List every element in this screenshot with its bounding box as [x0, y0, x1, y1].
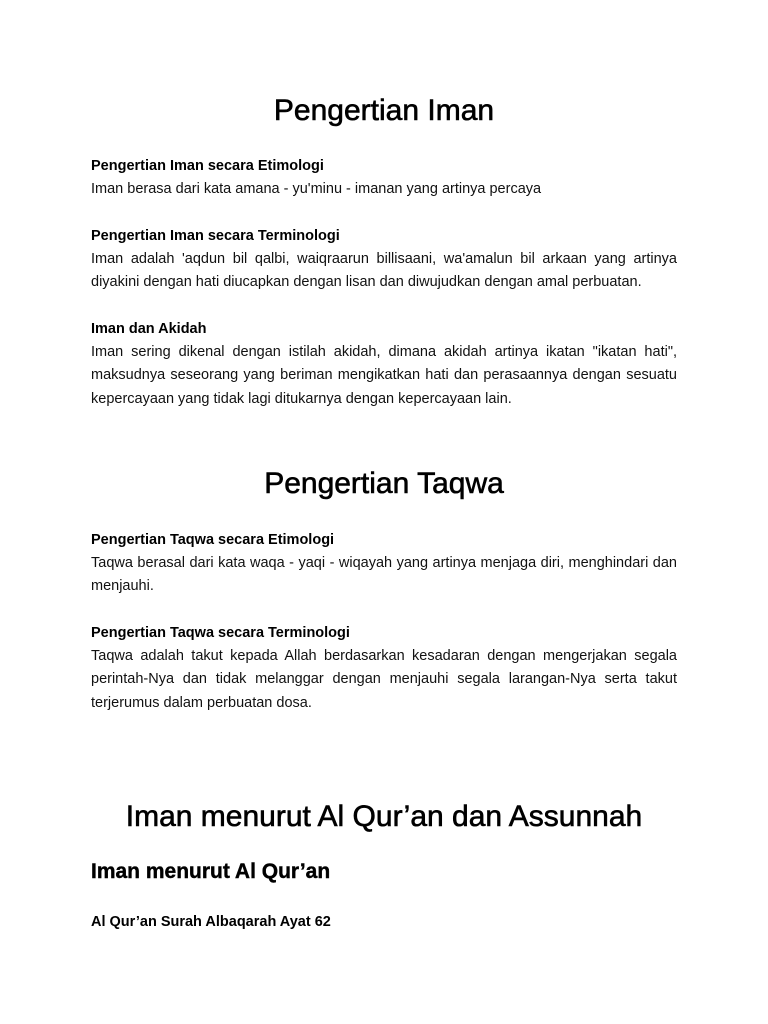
paragraph-taqwa-terminologi: Taqwa adalah takut kepada Allah berdasarkan kesadaran dengan mengerjakan segala perintah-Nya dan tidak melanggar dengan menjauhi segala larangan-Nya serta takut terjerumus dalam perbuatan dosa.	[91, 648, 677, 711]
subtitle-iman-quran: Iman menurut Al Qur’an	[91, 860, 331, 883]
heading-iman-terminologi: Pengertian Iman secara Terminologi	[91, 228, 340, 244]
title-pengertian-iman: Pengertian Iman	[273, 94, 495, 127]
heading-ayat-albaqarah: Al Qur’an Surah Albaqarah Ayat 62	[91, 914, 331, 930]
heading-taqwa-etimologi: Pengertian Taqwa secara Etimologi	[91, 532, 335, 548]
paragraph-iman-akidah: Iman sering dikenal dengan istilah akidah, dimana akidah artinya ikatan "ikatan hati", maksudnya seseorang yang beriman mengikatkan hati dan perasaannya dengan sesuatu kepercayaan yang tidak lagi ditukarnya dengan kepercayaan lain.	[91, 344, 677, 407]
title-iman-quran-sunnah: Iman menurut Al Qur’an dan Assunnah	[125, 800, 643, 833]
paragraph-iman-etimologi: Iman berasa dari kata amana - yu'minu - imanan yang artinya percaya	[91, 181, 542, 197]
heading-iman-etimologi: Pengertian Iman secara Etimologi	[91, 158, 324, 174]
paragraph-iman-terminologi: Iman adalah 'aqdun bil qalbi, waiqraarun billisaani, wa'amalun bil arkaan yang artinya diyakini dengan hati diucapkan dengan lisan dan diwujudkan dengan amal perbuatan.	[91, 251, 677, 291]
heading-taqwa-terminologi: Pengertian Taqwa secara Terminologi	[91, 625, 350, 641]
title-pengertian-taqwa: Pengertian Taqwa	[264, 467, 504, 500]
paragraph-taqwa-etimologi: Taqwa berasal dari kata waqa - yaqi - wiqayah yang artinya menjaga diri, menghindari dan menjauhi.	[91, 555, 677, 595]
heading-iman-akidah: Iman dan Akidah	[91, 321, 207, 337]
